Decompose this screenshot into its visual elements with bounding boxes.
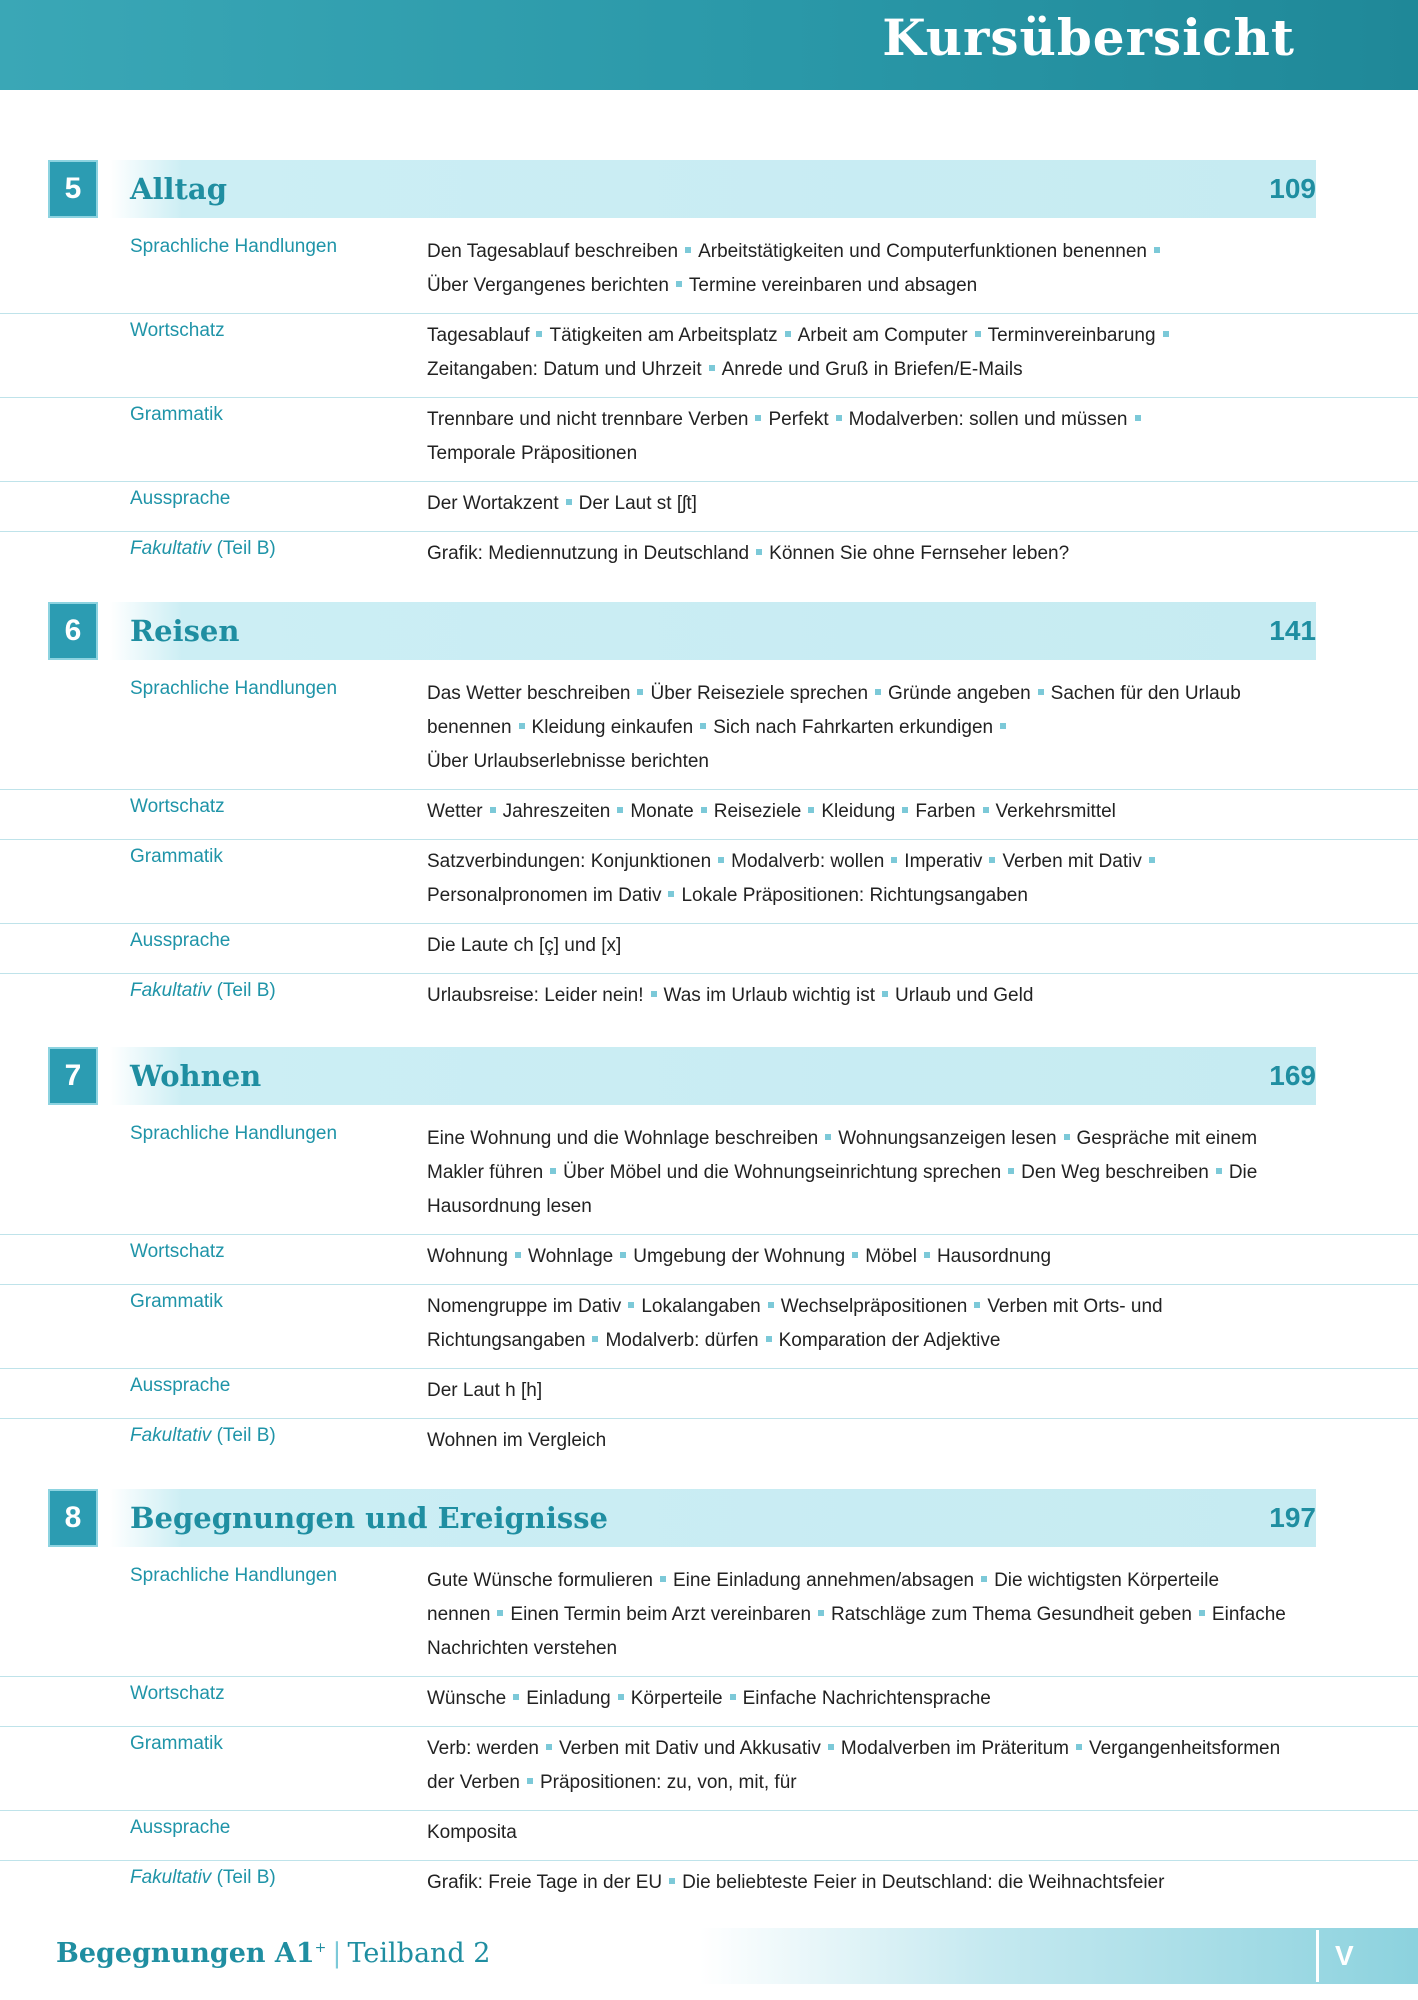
- row-content: [427, 398, 1287, 481]
- unit-header-bar: [110, 160, 1316, 218]
- unit-number: 7: [48, 1047, 98, 1105]
- unit-title: Reisen: [130, 614, 240, 648]
- topic-item: Einladung: [526, 1688, 611, 1709]
- unit-number: 8: [48, 1489, 98, 1547]
- topic-item: Die Hausordnung lesen: [427, 1162, 1258, 1217]
- row-label: Grammatik: [130, 1291, 223, 1312]
- row-content: [427, 924, 1287, 973]
- topic-item: Möbel: [865, 1246, 917, 1267]
- row-content: [427, 1285, 1287, 1368]
- topic-item: Tätigkeiten am Arbeitsplatz: [549, 325, 778, 346]
- topic-item: Über Reiseziele sprechen: [650, 683, 869, 704]
- bullet-icon: [676, 281, 682, 287]
- footer-page-number: V: [1316, 1930, 1354, 1982]
- row-content: [427, 1861, 1287, 1910]
- bullet-icon: [768, 1302, 774, 1308]
- bullet-icon: [700, 723, 706, 729]
- table-row: [0, 1117, 1418, 1235]
- topic-item: Verben mit Orts- und Richtungsangaben: [427, 1296, 1163, 1351]
- row-label: Aussprache: [130, 1817, 231, 1838]
- bullet-icon: [669, 1878, 675, 1884]
- row-content: [427, 1235, 1287, 1284]
- topic-item: Umgebung der Wohnung: [633, 1246, 846, 1267]
- table-row: [0, 314, 1418, 398]
- bullet-icon: [989, 857, 995, 863]
- topic-item: Eine Wohnung und die Wohnlage beschreiben: [427, 1128, 819, 1149]
- bullet-icon: [618, 1694, 624, 1700]
- row-content: [427, 1117, 1287, 1234]
- unit-rows: [0, 1559, 1418, 1910]
- topic-item: Den Weg beschreiben: [1021, 1162, 1209, 1183]
- table-row: [0, 230, 1418, 314]
- topic-item: Personalpronomen im Dativ: [427, 885, 662, 906]
- bullet-icon: [730, 1694, 736, 1700]
- topic-item: Ratschläge zum Thema Gesundheit geben: [831, 1604, 1192, 1625]
- topic-item: Können Sie ohne Fernseher leben?: [769, 543, 1070, 564]
- row-content: [427, 672, 1287, 789]
- bullet-icon: [718, 857, 724, 863]
- topic-item: Über Vergangenes berichten: [427, 275, 669, 296]
- topic-item: Urlaub und Geld: [895, 985, 1034, 1006]
- row-label: Sprachliche Handlungen: [130, 1123, 338, 1144]
- bullet-icon: [550, 1168, 556, 1174]
- bullet-icon: [756, 549, 762, 555]
- topic-item: Vergangenheitsformen der Verben: [427, 1738, 1281, 1793]
- row-content: [427, 840, 1287, 923]
- topic-item: Grafik: Mediennutzung in Deutschland: [427, 543, 750, 564]
- bullet-icon: [515, 1252, 521, 1258]
- topic-item: Gespräche mit einem Makler führen: [427, 1128, 1258, 1183]
- row-label: Aussprache: [130, 930, 231, 951]
- row-label: Fakultativ (Teil B): [130, 1425, 276, 1446]
- topic-item: Urlaubsreise: Leider nein!: [427, 985, 644, 1006]
- bullet-icon: [902, 807, 908, 813]
- bullet-icon: [709, 365, 715, 371]
- topic-item: Präpositionen: zu, von, mit, für: [539, 1772, 797, 1793]
- topic-item: Verkehrsmittel: [995, 801, 1116, 822]
- bullet-icon: [828, 1744, 834, 1750]
- bullet-icon: [651, 991, 657, 997]
- bullet-icon: [497, 1610, 503, 1616]
- row-content: [427, 1369, 1287, 1418]
- bullet-icon: [975, 331, 981, 337]
- topic-item: Verben mit Dativ und Akkusativ: [558, 1738, 821, 1759]
- topic-item: Verb: werden: [427, 1738, 539, 1759]
- bullet-icon: [818, 1610, 824, 1616]
- row-content: [427, 1811, 1287, 1860]
- topic-item: Körperteile: [630, 1688, 723, 1709]
- topic-item: Lokalangaben: [641, 1296, 761, 1317]
- table-row: [0, 1419, 1418, 1468]
- topic-item: Einen Termin beim Arzt vereinbaren: [510, 1604, 812, 1625]
- unit-page-number: 197: [1269, 1502, 1316, 1533]
- row-content: [427, 1727, 1287, 1810]
- bullet-icon: [490, 807, 496, 813]
- topic-item: Das Wetter beschreiben: [427, 683, 631, 704]
- topic-item: Kleidung einkaufen: [531, 717, 694, 738]
- bullet-icon: [924, 1252, 930, 1258]
- topic-item: Der Laut st [ʃt]: [578, 493, 697, 514]
- bullet-icon: [519, 723, 525, 729]
- topic-item: Der Laut h [h]: [427, 1380, 543, 1401]
- topic-item: Monate: [630, 801, 694, 822]
- bullet-icon: [1216, 1168, 1222, 1174]
- table-row: [0, 974, 1418, 1023]
- topic-item: Wechselpräpositionen: [780, 1296, 968, 1317]
- bullet-icon: [755, 415, 761, 421]
- row-label: Aussprache: [130, 1375, 231, 1396]
- bullet-icon: [536, 331, 542, 337]
- unit-number: 5: [48, 160, 98, 218]
- row-content: [427, 482, 1287, 531]
- topic-item: Hausordnung: [936, 1246, 1052, 1267]
- topic-item: Terminvereinbarung: [987, 325, 1156, 346]
- bullet-icon: [1154, 247, 1160, 253]
- row-content: [427, 230, 1287, 313]
- row-label: Sprachliche Handlungen: [130, 678, 338, 699]
- bullet-icon: [1199, 1610, 1205, 1616]
- bullet-icon: [513, 1694, 519, 1700]
- unit-title: Wohnen: [130, 1059, 262, 1093]
- page-title: Kursübersicht: [882, 8, 1295, 67]
- table-row: [0, 1861, 1418, 1910]
- topic-item: Über Möbel und die Wohnungseinrichtung sprechen: [563, 1162, 1002, 1183]
- bullet-icon: [701, 807, 707, 813]
- topic-item: Satzverbindungen: Konjunktionen: [427, 851, 712, 872]
- bullet-icon: [785, 331, 791, 337]
- unit-page-number: 109: [1269, 173, 1316, 204]
- table-row: [0, 924, 1418, 974]
- footer-book-title: Begegnungen A1+ | Teilband 2: [56, 1938, 491, 1969]
- topic-item: Was im Urlaub wichtig ist: [663, 985, 876, 1006]
- topic-item: Zeitangaben: Datum und Uhrzeit: [427, 359, 702, 380]
- topic-item: Arbeitstätigkeiten und Computerfunktionen benennen: [698, 241, 1147, 262]
- topic-item: Arbeit am Computer: [797, 325, 968, 346]
- table-row: [0, 1811, 1418, 1861]
- topic-item: Komposita: [427, 1822, 517, 1843]
- bullet-icon: [808, 807, 814, 813]
- unit-header-bar: [110, 602, 1316, 660]
- topic-item: Perfekt: [768, 409, 829, 430]
- unit-page-number: 169: [1269, 1060, 1316, 1091]
- bullet-icon: [628, 1302, 634, 1308]
- row-label: Wortschatz: [130, 796, 225, 817]
- topic-item: Die wichtigsten Körperteile nennen: [427, 1570, 1220, 1625]
- bullet-icon: [592, 1336, 598, 1342]
- row-content: [427, 1559, 1287, 1676]
- topic-item: Trennbare und nicht trennbare Verben: [427, 409, 749, 430]
- topic-item: Wohnlage: [528, 1246, 614, 1267]
- bullet-icon: [981, 1576, 987, 1582]
- bullet-icon: [852, 1252, 858, 1258]
- topic-item: Temporale Präpositionen: [427, 443, 638, 464]
- row-label: Grammatik: [130, 404, 223, 425]
- table-row: [0, 1369, 1418, 1419]
- table-row: [0, 672, 1418, 790]
- topic-item: Sich nach Fahrkarten erkundigen: [713, 717, 994, 738]
- table-row: [0, 840, 1418, 924]
- bullet-icon: [620, 1252, 626, 1258]
- bullet-icon: [974, 1302, 980, 1308]
- topic-item: Termine vereinbaren und absagen: [688, 275, 978, 296]
- topic-item: Die beliebteste Feier in Deutschland: die Weihnachtsfeier: [682, 1872, 1165, 1893]
- row-content: [427, 974, 1287, 1023]
- row-label: Fakultativ (Teil B): [130, 1867, 276, 1888]
- topic-item: Einfache Nachrichten verstehen: [427, 1604, 1286, 1659]
- bullet-icon: [566, 499, 572, 505]
- topic-item: Einfache Nachrichtensprache: [742, 1688, 991, 1709]
- topic-item: Lokale Präpositionen: Richtungsangaben: [681, 885, 1028, 906]
- topic-item: Komparation der Adjektive: [778, 1330, 1001, 1351]
- row-label: Wortschatz: [130, 320, 225, 341]
- bullet-icon: [668, 891, 674, 897]
- row-label: Grammatik: [130, 846, 223, 867]
- topic-item: Kleidung: [821, 801, 896, 822]
- topic-item: Tagesablauf: [427, 325, 530, 346]
- table-row: [0, 1727, 1418, 1811]
- bullet-icon: [637, 689, 643, 695]
- topic-item: Wohnung: [427, 1246, 508, 1267]
- topic-item: Gute Wünsche formulieren: [427, 1570, 653, 1591]
- bullet-icon: [1008, 1168, 1014, 1174]
- table-row: [0, 398, 1418, 482]
- bullet-icon: [546, 1744, 552, 1750]
- bullet-icon: [1163, 331, 1169, 337]
- unit-title: Alltag: [130, 172, 227, 206]
- row-content: [427, 532, 1287, 581]
- row-label: Wortschatz: [130, 1683, 225, 1704]
- row-label: Wortschatz: [130, 1241, 225, 1262]
- unit-rows: [0, 672, 1418, 1023]
- topic-item: Der Wortakzent: [427, 493, 559, 514]
- row-content: [427, 1419, 1287, 1468]
- topic-item: Verben mit Dativ: [1002, 851, 1142, 872]
- unit-rows: [0, 230, 1418, 581]
- bullet-icon: [891, 857, 897, 863]
- bullet-icon: [882, 991, 888, 997]
- topic-item: Reiseziele: [713, 801, 802, 822]
- table-row: [0, 1285, 1418, 1369]
- footer-bar: [700, 1928, 1418, 1984]
- topic-item: Grafik: Freie Tage in der EU: [427, 1872, 663, 1893]
- topic-item: Wohnungsanzeigen lesen: [838, 1128, 1057, 1149]
- bullet-icon: [685, 247, 691, 253]
- table-row: [0, 1677, 1418, 1727]
- bullet-icon: [836, 415, 842, 421]
- topic-item: Über Urlaubserlebnisse berichten: [427, 751, 709, 772]
- bullet-icon: [660, 1576, 666, 1582]
- bullet-icon: [875, 689, 881, 695]
- row-label: Fakultativ (Teil B): [130, 980, 276, 1001]
- row-label: Grammatik: [130, 1733, 223, 1754]
- topic-item: Modalverb: dürfen: [605, 1330, 759, 1351]
- topic-item: Den Tagesablauf beschreiben: [427, 241, 679, 262]
- topic-item: Anrede und Gruß in Briefen/E-Mails: [721, 359, 1023, 380]
- row-content: [427, 314, 1287, 397]
- unit-rows: [0, 1117, 1418, 1468]
- table-row: [0, 1235, 1418, 1285]
- topic-item: Gründe angeben: [888, 683, 1031, 704]
- bullet-icon: [617, 807, 623, 813]
- unit-header-bar: [110, 1047, 1316, 1105]
- bullet-icon: [825, 1134, 831, 1140]
- row-label: Sprachliche Handlungen: [130, 236, 338, 257]
- bullet-icon: [983, 807, 989, 813]
- topic-item: Die Laute ch [ç] und [x]: [427, 935, 622, 956]
- topic-item: Nomengruppe im Dativ: [427, 1296, 622, 1317]
- row-label: Aussprache: [130, 488, 231, 509]
- bullet-icon: [1135, 415, 1141, 421]
- topic-item: Wetter: [427, 801, 483, 822]
- unit-title: Begegnungen und Ereignisse: [130, 1501, 609, 1535]
- bullet-icon: [1038, 689, 1044, 695]
- topic-item: Modalverben: sollen und müssen: [848, 409, 1128, 430]
- topic-item: Eine Einladung annehmen/absagen: [673, 1570, 975, 1591]
- bullet-icon: [527, 1778, 533, 1784]
- bullet-icon: [1064, 1134, 1070, 1140]
- topic-item: Farben: [915, 801, 976, 822]
- bullet-icon: [1000, 723, 1006, 729]
- row-label: Sprachliche Handlungen: [130, 1565, 338, 1586]
- row-content: [427, 1677, 1287, 1726]
- topic-item: Imperativ: [904, 851, 983, 872]
- table-row: [0, 532, 1418, 581]
- topic-item: Modalverben im Präteritum: [840, 1738, 1069, 1759]
- bullet-icon: [1149, 857, 1155, 863]
- row-label: Fakultativ (Teil B): [130, 538, 276, 559]
- bullet-icon: [766, 1336, 772, 1342]
- unit-page-number: 141: [1269, 615, 1316, 646]
- bullet-icon: [1076, 1744, 1082, 1750]
- header-bar: [0, 0, 1418, 90]
- row-content: [427, 790, 1287, 839]
- table-row: [0, 482, 1418, 532]
- topic-item: Wünsche: [427, 1688, 507, 1709]
- topic-item: Jahreszeiten: [502, 801, 611, 822]
- topic-item: Sachen für den Urlaub benennen: [427, 683, 1241, 738]
- topic-item: Wohnen im Vergleich: [427, 1430, 607, 1451]
- topic-item: Modalverb: wollen: [731, 851, 885, 872]
- table-row: [0, 1559, 1418, 1677]
- table-row: [0, 790, 1418, 840]
- unit-number: 6: [48, 602, 98, 660]
